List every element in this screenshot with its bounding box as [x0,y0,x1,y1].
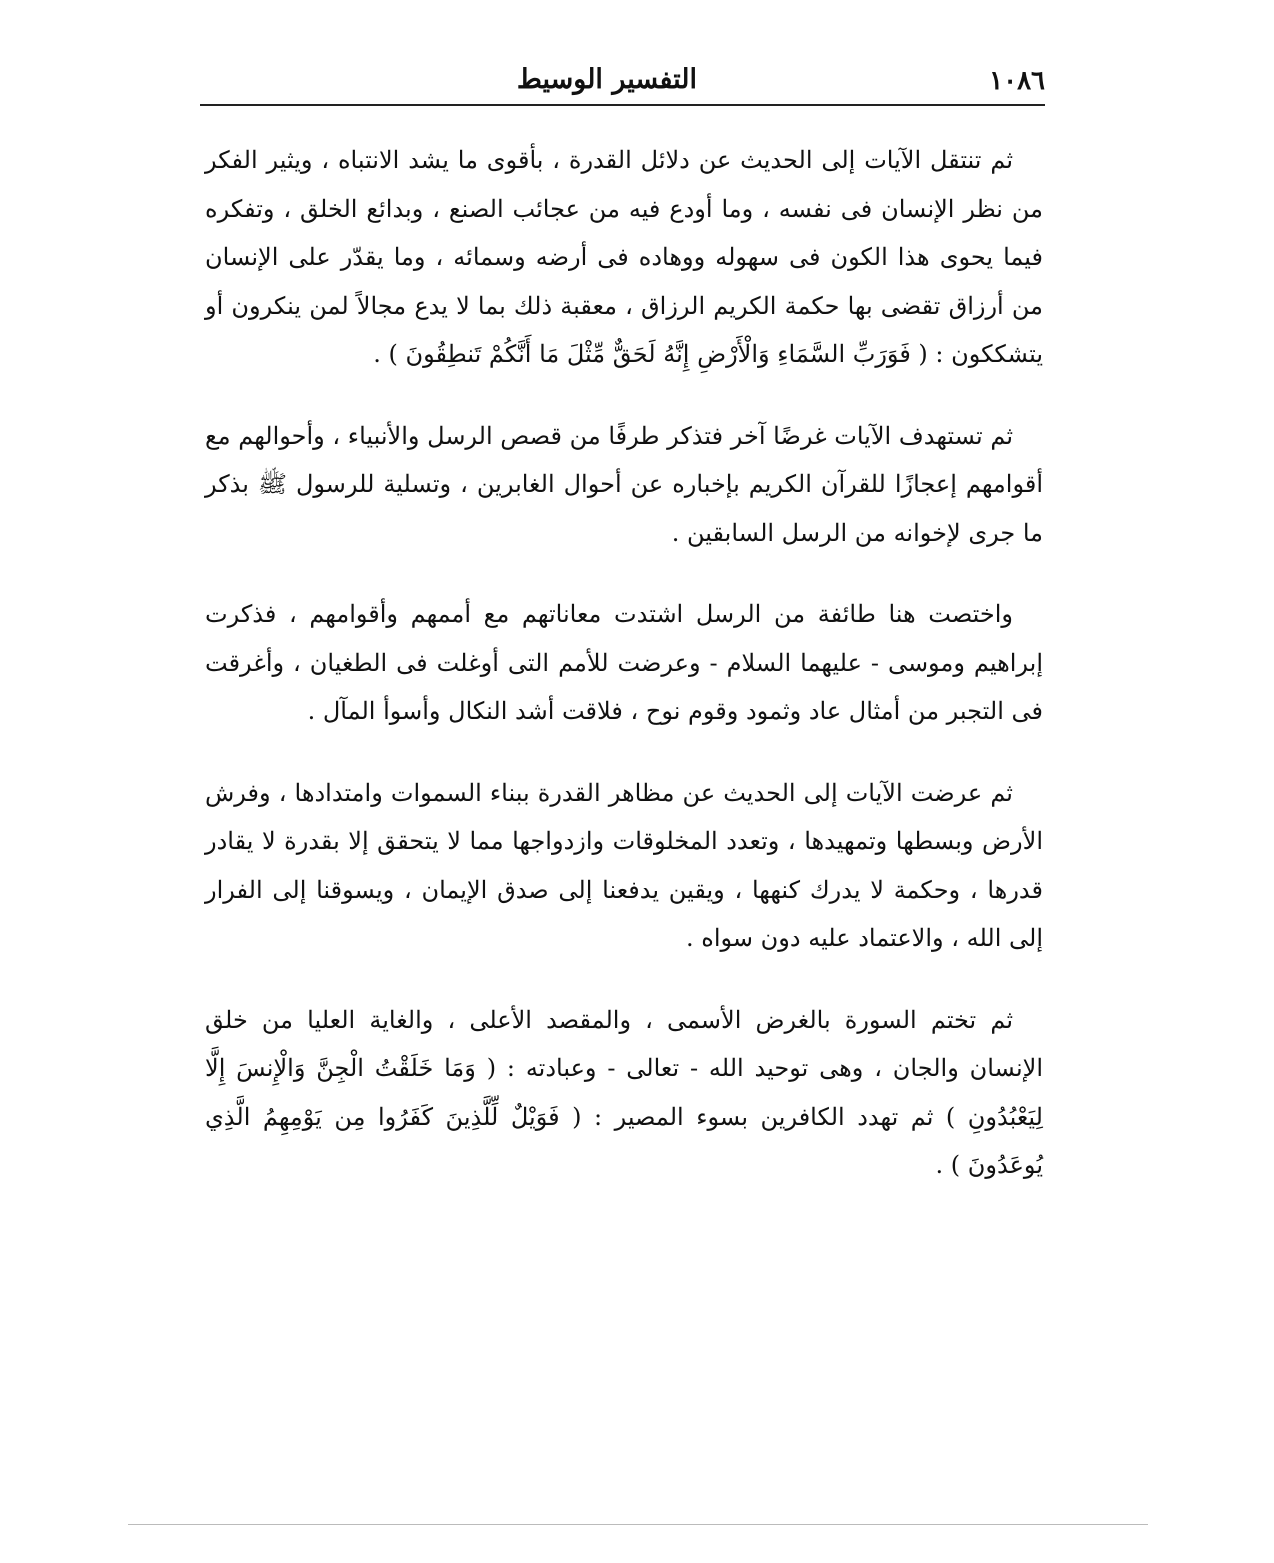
scan-edge-line [128,1524,1148,1525]
paragraph-signs-of-power: ثم تنتقل الآيات إلى الحديث عن دلائل القدرة ، بأقوى ما يشد الانتباه ، ويثير الفكر من نظر الإنسان فى نفسه ، وما أودع فيه من عجائب الصنع ، وبدائع الخلق ، وتفكره فيما يحوى هذا الكون فى سهوله ووهاده فى أرضه وسمائه ، وما يقدّر على الإنسان من أرزاق تقضى بها حكمة الكريم الرزاق ، معقبة ذلك بما لا يدع مجالاً لمن ينكرون أو يتشككون : ( فَوَرَبِّ السَّمَاءِ وَالْأَرْضِ إِنَّهُ لَحَقٌّ مِّثْلَ مَا أَنَّكُمْ تَنطِقُونَ ) . [205,146,1043,368]
paragraph-stories-of-messengers: ثم تستهدف الآيات غرضًا آخر فتذكر طرفًا من قصص الرسل والأنبياء ، وأحوالهم مع أقوامهم إعجازًا للقرآن الكريم بإخباره عن أحوال الغابرين ، وتسلية للرسول ﷺ بذكر ما جرى لإخوانه من الرسل السابقين . [205,421,1043,547]
body-text [205,136,1043,1223]
header-rule [200,104,1045,106]
page-header [200,60,1045,106]
paragraph-surah-conclusion: ثم تختم السورة بالغرض الأسمى ، والمقصد الأعلى ، والغاية العليا من خلق الإنسان والجان ، وهى توحيد الله - تعالى - وعبادته : ( وَمَا خَلَقْتُ الْجِنَّ وَالْإِنسَ إِلَّا لِيَعْبُدُونِ ) ثم تهدد الكافرين بسوء المصير : ( فَوَيْلٌ لِّلَّذِينَ كَفَرُوا مِن يَوْمِهِمُ الَّذِي يُوعَدُونَ ) . [205,1005,1043,1179]
paragraph-creation-signs: ثم عرضت الآيات إلى الحديث عن مظاهر القدرة ببناء السموات وامتدادها ، وفرش الأرض وبسطها وتمهيدها ، وتعدد المخلوقات وازدواجها مما لا يتحقق إلا بقدرة لا يقادر قدرها ، وحكمة لا يدرك كنهها ، ويقين يدفعنا إلى صدق الإيمان ، ويسوقنا إلى الفرار إلى الله ، والاعتماد عليه دون سواه . [205,778,1043,952]
paragraph-destroyed-nations: واختصت هنا طائفة من الرسل اشتدت معاناتهم مع أممهم وأقوامهم ، فذكرت إبراهيم وموسى - عليهما السلام - وعرضت للأمم التى أوغلت فى الطغيان ، وأغرقت فى التجبر من أمثال عاد وثمود وقوم نوح ، فلاقت أشد النكال وأسوأ المآل . [205,600,1043,725]
page-number: ١٠٨٦ [989,66,1045,96]
running-title: التفسير الوسيط [516,64,697,95]
